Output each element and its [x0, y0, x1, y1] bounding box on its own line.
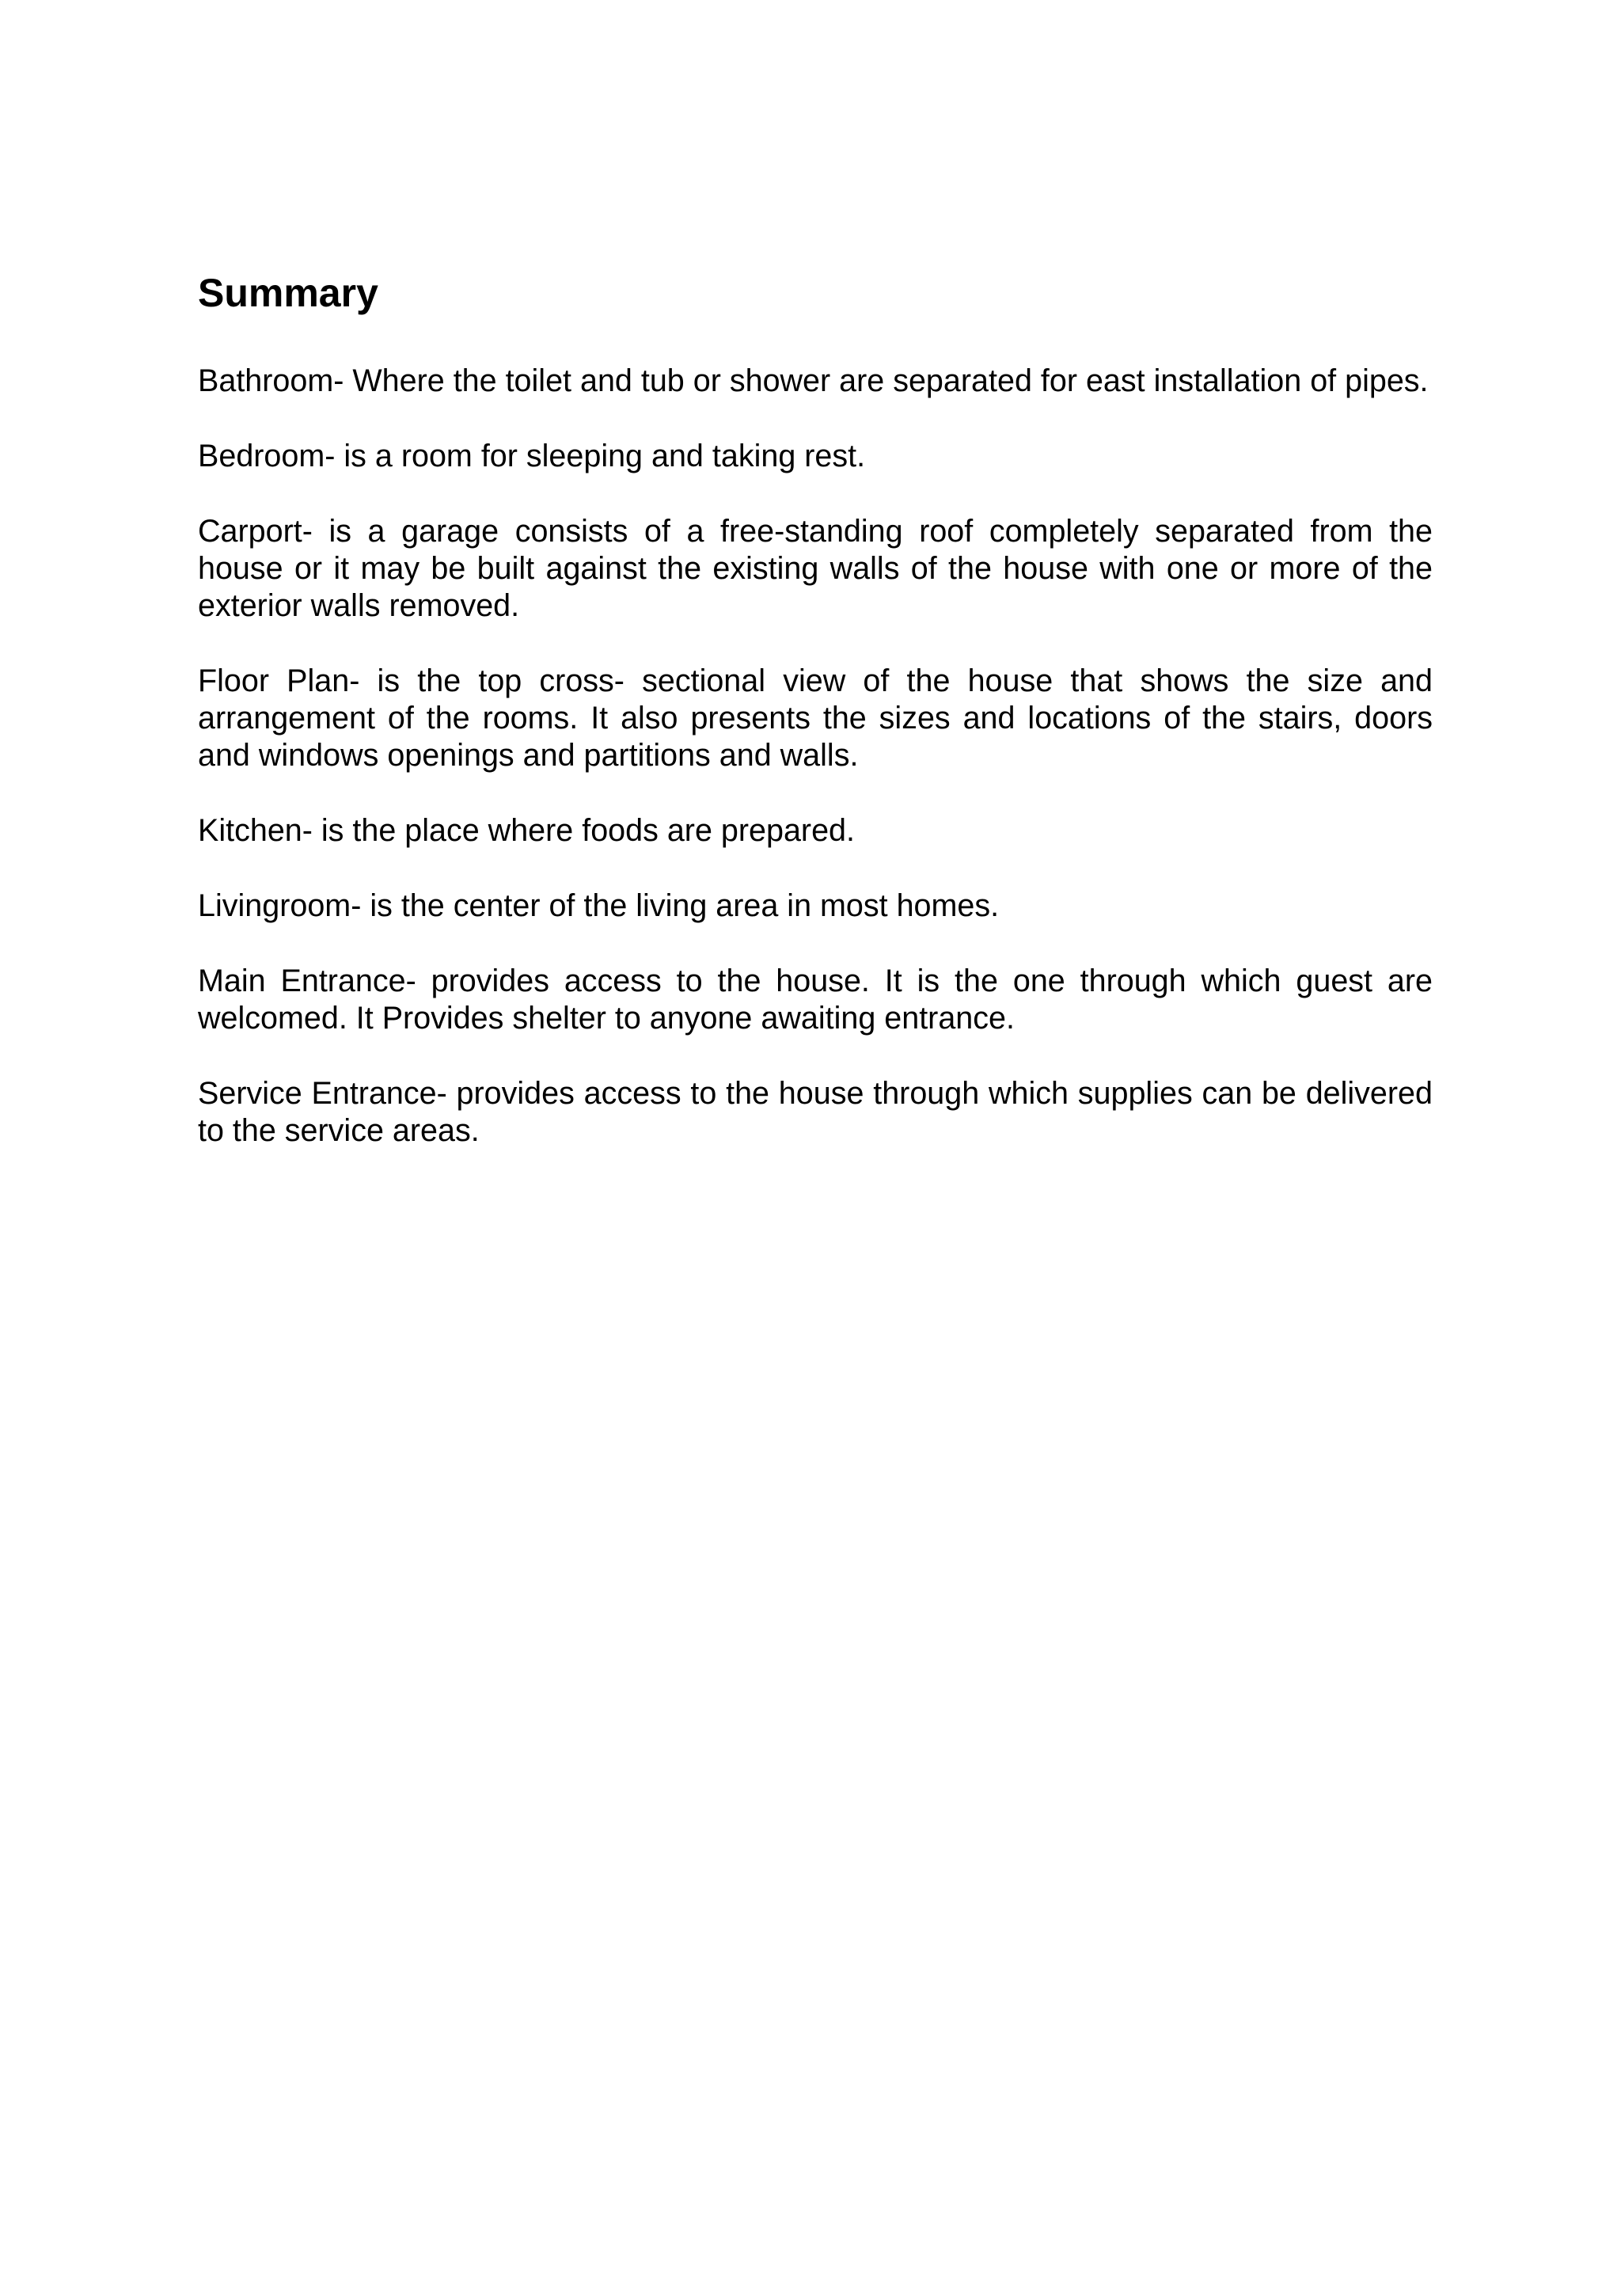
- definition-floor-plan: Floor Plan- is the top cross- sectional view of the house that shows the size and arrangement of the rooms. It also presents the sizes and locations of the stairs, doors and windows openings and partitions and walls.: [198, 663, 1433, 773]
- definition-livingroom: Livingroom- is the center of the living area in most homes.: [198, 888, 1000, 923]
- page-title: Summary: [198, 271, 378, 315]
- definition-main-entrance: Main Entrance- provides access to the house. It is the one through which guest are welcomed. It Provides shelter to anyone awaiting entrance.: [198, 964, 1433, 1036]
- definition-bathroom: Bathroom- Where the toilet and tub or shower are separated for east installation of pipes.: [198, 363, 1429, 398]
- document-page: [198, 269, 1433, 1188]
- definition-service-entrance: Service Entrance- provides access to the house through which supplies can be delivered to the service areas.: [198, 1076, 1433, 1148]
- definition-bedroom: Bedroom- is a room for sleeping and taking rest.: [198, 439, 866, 473]
- definition-carport: Carport- is a garage consists of a free-standing roof completely separated from the house or it may be built against the existing walls of the house with one or more of the exterior walls removed.: [198, 514, 1433, 623]
- definition-kitchen: Kitchen- is the place where foods are prepared.: [198, 813, 855, 848]
